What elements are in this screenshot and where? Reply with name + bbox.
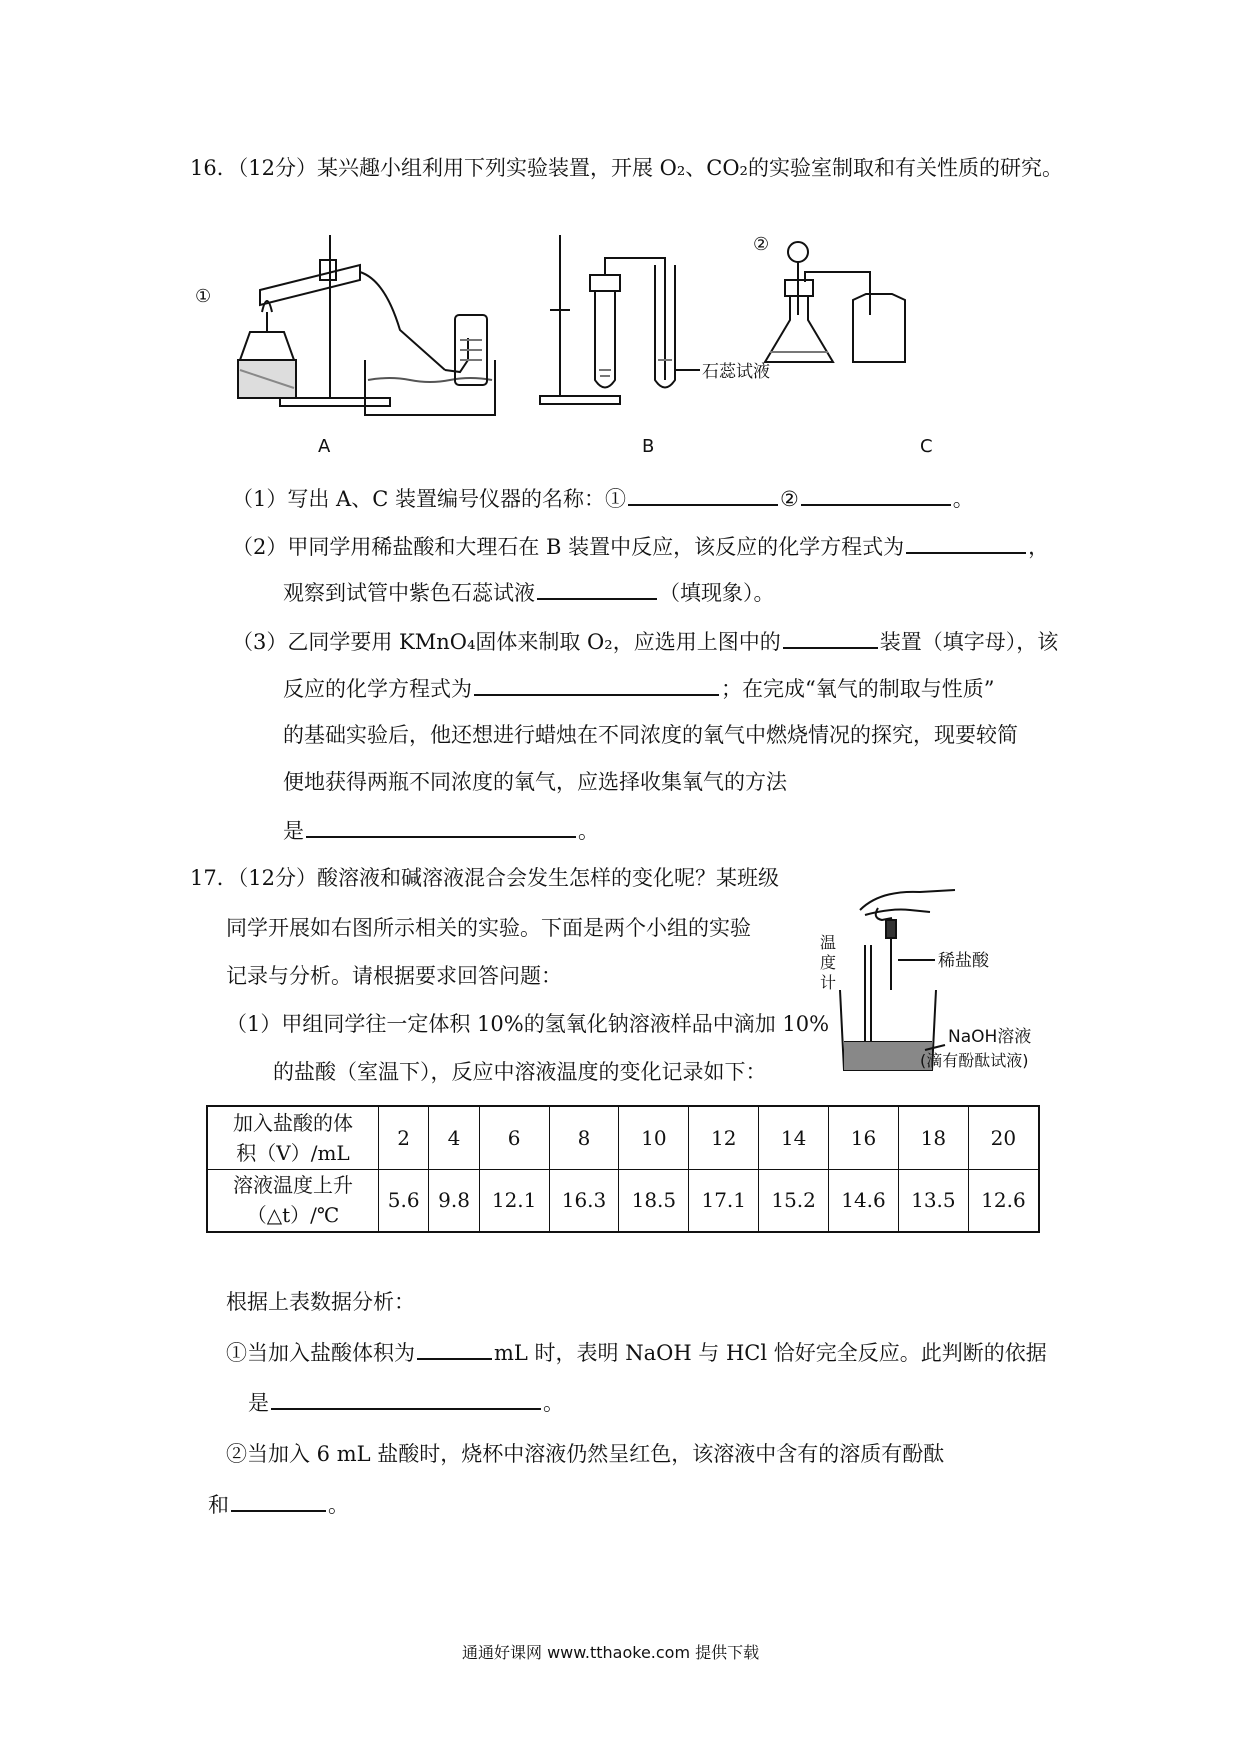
q17-analysis: 根据上表数据分析： bbox=[226, 1290, 415, 1314]
label-a: A bbox=[318, 436, 331, 457]
label-c: C bbox=[920, 436, 933, 457]
q17-a2-line2: 和 。 bbox=[208, 1488, 349, 1519]
q17-line1: 17．（12分）酸溶液和碱溶液混合会发生怎样的变化呢？某班级 bbox=[190, 866, 779, 890]
temp-cell: 13.5 bbox=[898, 1169, 968, 1232]
table-row-temperature bbox=[207, 1169, 1039, 1232]
temp-cell: 16.3 bbox=[549, 1169, 619, 1232]
temp-cell: 15.2 bbox=[759, 1169, 829, 1232]
volume-cell: 18 bbox=[898, 1106, 968, 1169]
q17-line2: 同学开展如右图所示相关的实验。下面是两个小组的实验 bbox=[226, 916, 751, 940]
temp-cell: 9.8 bbox=[429, 1169, 479, 1232]
answer-blank[interactable] bbox=[628, 482, 778, 506]
answer-blank[interactable] bbox=[271, 1386, 541, 1410]
volume-cell: 6 bbox=[479, 1106, 549, 1169]
volume-cell: 20 bbox=[968, 1106, 1039, 1169]
apparatus-a bbox=[238, 235, 495, 415]
volume-cell: 10 bbox=[619, 1106, 689, 1169]
label-b: B bbox=[642, 436, 655, 457]
page-footer: 通通好课网 www.tthaoke.com 提供下载 bbox=[462, 1643, 760, 1662]
volume-cell: 12 bbox=[689, 1106, 759, 1169]
volume-cell: 2 bbox=[379, 1106, 429, 1169]
naoh-label: NaOH溶液 bbox=[948, 1027, 1032, 1047]
q16-part2-line2: 观察到试管中紫色石蕊试液 （填现象）。 bbox=[283, 576, 775, 607]
litmus-label: 石蕊试液 bbox=[702, 362, 770, 382]
answer-blank[interactable] bbox=[231, 1488, 326, 1512]
q17-a2-line1: ②当加入 6 mL 盐酸时，烧杯中溶液仍然呈红色，该溶液中含有的溶质有酚酞 bbox=[226, 1442, 945, 1466]
marker-2: ② bbox=[753, 234, 770, 255]
q16-part3-line5: 是 。 bbox=[283, 814, 599, 845]
answer-blank[interactable] bbox=[537, 576, 657, 600]
q17-a1-line2: 是 。 bbox=[248, 1386, 564, 1417]
answer-blank[interactable] bbox=[306, 814, 576, 838]
q16-part2-line1: （2）甲同学用稀盐酸和大理石在 B 装置中反应，该反应的化学方程式为 ， bbox=[232, 530, 1049, 561]
volume-cell: 14 bbox=[759, 1106, 829, 1169]
answer-blank[interactable] bbox=[417, 1336, 492, 1360]
thermo-label bbox=[820, 933, 841, 992]
apparatus-figure bbox=[195, 220, 1070, 470]
volume-cell: 8 bbox=[549, 1106, 619, 1169]
answer-blank[interactable] bbox=[474, 672, 719, 696]
temp-cell: 18.5 bbox=[619, 1169, 689, 1232]
table-header-volume: 加入盐酸的体 积（V）/mL bbox=[207, 1106, 379, 1169]
q16-part3-line2: 反应的化学方程式为 ；在完成“氧气的制取与性质” bbox=[283, 672, 994, 703]
naoh-note: (滴有酚酞试液) bbox=[920, 1051, 1029, 1070]
q17-line5: 的盐酸（室温下），反应中溶液温度的变化记录如下： bbox=[273, 1060, 767, 1084]
q16-part3-line4: 便地获得两瓶不同浓度的氧气，应选择收集氧气的方法 bbox=[283, 770, 787, 794]
thermo-char-2: 度 bbox=[820, 953, 837, 972]
answer-blank[interactable] bbox=[906, 530, 1026, 554]
q16-part1: （1）写出 A、C 装置编号仪器的名称：① ② 。 bbox=[232, 482, 974, 513]
temp-cell: 14.6 bbox=[829, 1169, 899, 1232]
apparatus-b bbox=[540, 235, 700, 404]
temp-cell: 12.6 bbox=[968, 1169, 1039, 1232]
table-row-volume bbox=[207, 1106, 1039, 1169]
thermo-char-1: 温 bbox=[820, 933, 837, 952]
q17-line3: 记录与分析。请根据要求回答问题： bbox=[226, 964, 562, 988]
volume-cell: 4 bbox=[429, 1106, 479, 1169]
q16-title: 16．（12分）某兴趣小组利用下列实验装置，开展 O₂、CO₂的实验室制取和有关性质的研究。 bbox=[190, 156, 1063, 180]
temp-cell: 12.1 bbox=[479, 1169, 549, 1232]
thermo-char-3: 计 bbox=[820, 973, 837, 992]
answer-blank[interactable] bbox=[783, 625, 878, 649]
beaker-figure bbox=[820, 870, 1060, 1070]
q17-line4: （1）甲组同学往一定体积 10%的氢氧化钠溶液样品中滴加 10% bbox=[226, 1012, 830, 1036]
q16-part3-line1: （3）乙同学要用 KMnO₄固体来制取 O₂，应选用上图中的 装置（填字母），该 bbox=[232, 625, 1058, 656]
q16-part3-line3: 的基础实验后，他还想进行蜡烛在不同浓度的氧气中燃烧情况的探究，现要较简 bbox=[283, 723, 1018, 747]
data-table bbox=[206, 1105, 1040, 1233]
apparatus-c bbox=[765, 242, 905, 362]
temp-cell: 5.6 bbox=[379, 1169, 429, 1232]
temp-cell: 17.1 bbox=[689, 1169, 759, 1232]
answer-blank[interactable] bbox=[801, 482, 951, 506]
volume-cell: 16 bbox=[829, 1106, 899, 1169]
marker-1: ① bbox=[195, 286, 212, 307]
q17-a1-line1: ①当加入盐酸体积为 mL 时，表明 NaOH 与 HCl 恰好完全反应。此判断的依据 bbox=[226, 1336, 1047, 1367]
table-header-temperature: 溶液温度上升 （△t）/℃ bbox=[207, 1169, 379, 1232]
acid-label: 稀盐酸 bbox=[938, 951, 989, 971]
